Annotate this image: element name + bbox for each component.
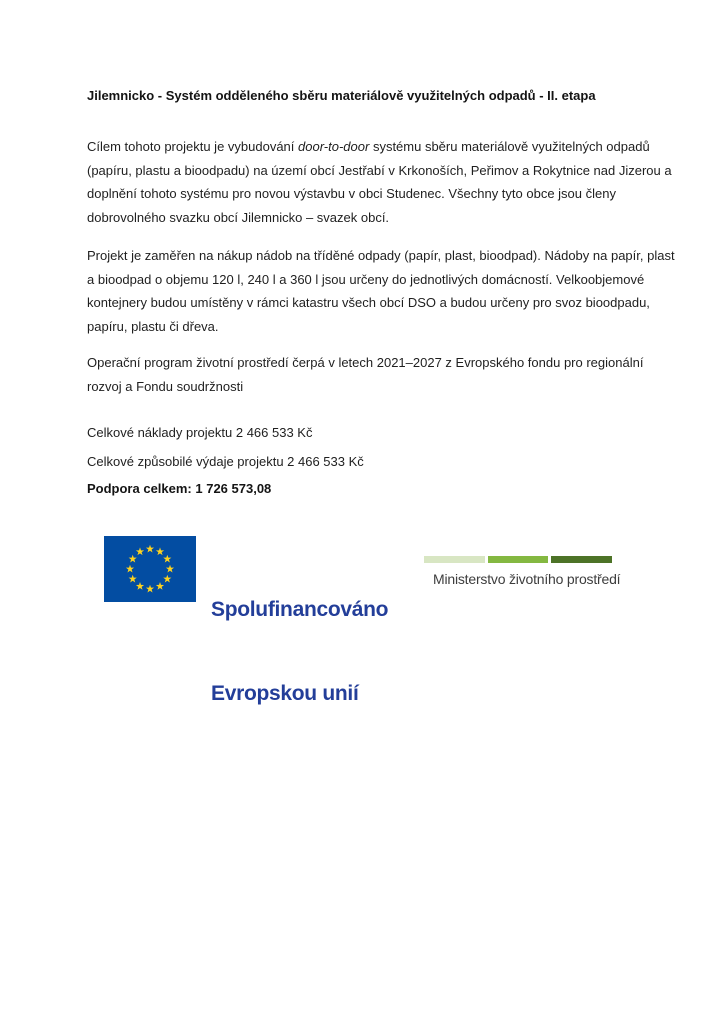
text-run: systému sběru materiálově využitelných odpadů	[369, 139, 650, 154]
paragraph-project-scope	[87, 244, 675, 338]
paragraph-project-goal	[87, 135, 672, 229]
document-title: Jilemnicko - Systém odděleného sběru materiálově využitelných odpadů - II. etapa	[87, 88, 596, 103]
text-line: a bioodpad o objemu 120 l, 240 l a 360 l jsou určeny do jednotlivých domácností. Velkoobjemové	[87, 271, 645, 287]
ministry-logo-bars	[424, 556, 612, 563]
eu-cofunded-text-line1: Spolufinancováno	[211, 598, 389, 621]
eu-cofunded-text	[211, 540, 388, 764]
ministry-logo-bar-mid	[488, 556, 549, 563]
text-line: doplnění tohoto systému pro novou výstavbu v obci Studenec. Všechny tyto obce jsou členy	[87, 186, 616, 201]
ministry-logo-label: Ministerstvo životního prostředí	[433, 571, 621, 587]
total-costs-line: Celkové náklady projektu 2 466 533 Kč	[87, 425, 313, 440]
text-run: Cílem tohoto projektu je vybudování	[87, 139, 299, 154]
text-line: papíru, plastu či dřeva.	[87, 318, 219, 334]
text-line: Projekt je zaměřen na nákup nádob na tříděné odpady (papír, plast, bioodpad). Nádoby na papír, plast	[87, 248, 675, 263]
text-line: dobrovolného svazku obcí Jilemnicko – svazek obcí.	[87, 209, 390, 225]
text-run-italic: door-to-door	[298, 139, 370, 154]
text-line: (papíru, plastu a bioodpadu) na území obcí Jestřabí v Krkonoších, Peřimov a Rokytnice nad Jizerou a	[87, 162, 672, 178]
ministry-logo-bar-light	[424, 556, 485, 563]
support-total-line: Podpora celkem: 1 726 573,08	[87, 481, 272, 496]
paragraph-programme-info	[87, 351, 643, 398]
text-line: Operační program životní prostředí čerpá v letech 2021–2027 z Evropského fondu pro regionální	[87, 355, 644, 370]
ministry-logo	[424, 556, 628, 587]
text-line: rozvoj a Fondu soudržnosti	[87, 378, 244, 394]
eu-flag-icon	[104, 536, 196, 602]
eu-cofunded-text-line2: Evropskou unií	[211, 682, 359, 705]
text-line	[87, 135, 672, 159]
text-line: kontejnery budou umístěny v rámci katastru všech obcí DSO a budou určeny pro svoz bioodpadu,	[87, 295, 650, 310]
ministry-logo-bar-dark	[551, 556, 612, 563]
eligible-costs-line: Celkové způsobilé výdaje projektu 2 466 533 Kč	[87, 454, 364, 469]
